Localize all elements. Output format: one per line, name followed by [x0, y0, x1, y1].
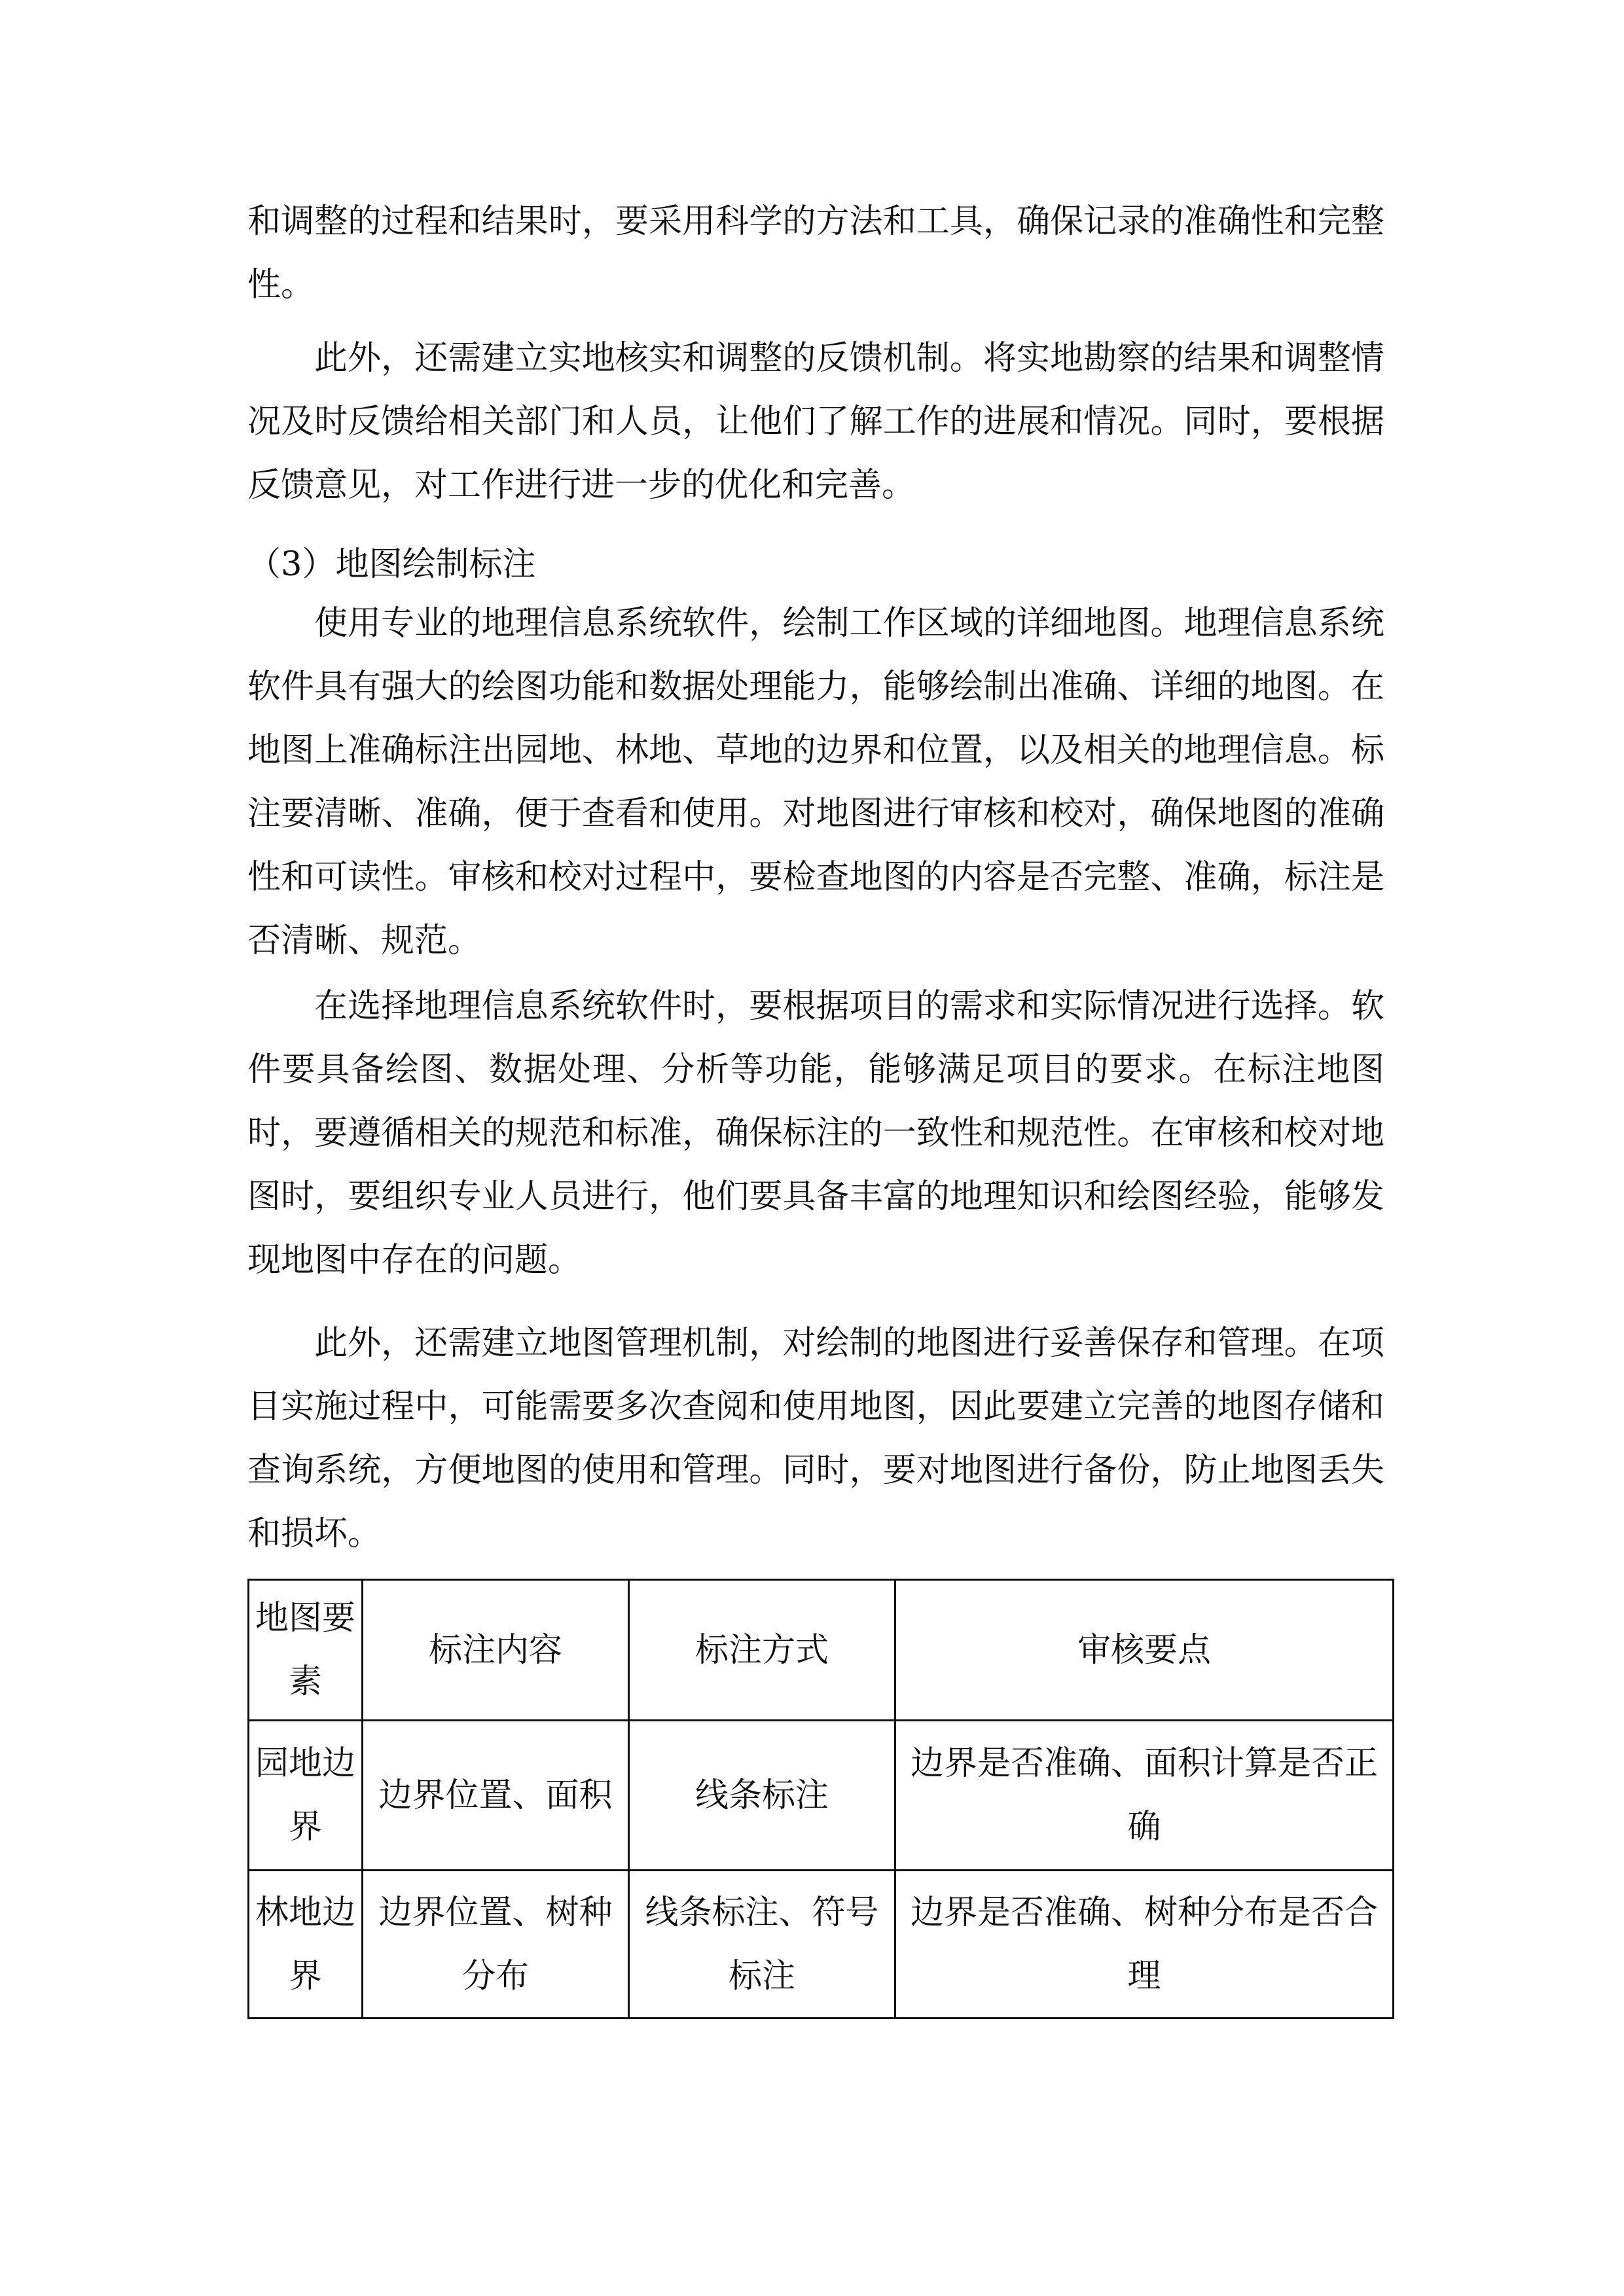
- table-cell: 园地边界: [249, 1721, 363, 1871]
- paragraph-continuation: 和调整的过程和结果时，要采用科学的方法和工具，确保记录的准确性和完整性。: [247, 202, 1384, 304]
- table-row: [249, 1871, 1394, 2018]
- table-cell: 边界是否准确、树种分布是否合理: [895, 1871, 1394, 2018]
- table-header-row: [249, 1580, 1394, 1721]
- paragraph-map-management: 此外，还需建立地图管理机制，对绘制的地图进行妥善保存和管理。在项目实施过程中，可能需要多次查阅和使用地图，因此要建立完善的地图存储和查询系统，方便地图的使用和管理。同时，要对地图进行备份，防止地图丢失和损坏。: [247, 1324, 1384, 1553]
- paragraph-software-selection: 在选择地理信息系统软件时，要根据项目的需求和实际情况进行选择。软件要具备绘图、数据处理、分析等功能，能够满足项目的要求。在标注地图时，要遵循相关的规范和标准，确保标注的一致性和规范性。在审核和校对地图时，要组织专业人员进行，他们要具备丰富的地理知识和绘图经验，能够发现地图中存在的问题。: [247, 987, 1384, 1280]
- table-row: [249, 1721, 1394, 1871]
- table-cell: 线条标注: [629, 1721, 895, 1871]
- paragraph-feedback: 此外，还需建立实地核实和调整的反馈机制。将实地勘察的结果和调整情况及时反馈给相关部门和人员，让他们了解工作的进展和情况。同时，要根据反馈意见，对工作进行进一步的优化和完善。: [247, 339, 1384, 505]
- table-cell: 林地边界: [249, 1871, 363, 2018]
- table-header-cell: 标注内容: [363, 1580, 629, 1721]
- table-header-cell: 标注方式: [629, 1580, 895, 1721]
- map-annotation-table: [247, 1579, 1394, 2019]
- table-header-cell: 审核要点: [895, 1580, 1394, 1721]
- section-heading: （3）地图绘制标注: [247, 545, 536, 584]
- table-cell: 边界是否准确、面积计算是否正确: [895, 1721, 1394, 1871]
- table-cell: 边界位置、树种分布: [363, 1871, 629, 2018]
- table-header-cell: 地图要素: [249, 1580, 363, 1721]
- table-cell: 线条标注、符号标注: [629, 1871, 895, 2018]
- paragraph-gis-mapping: 使用专业的地理信息系统软件，绘制工作区域的详细地图。地理信息系统软件具有强大的绘图功能和数据处理能力，能够绘制出准确、详细的地图。在地图上准确标注出园地、林地、草地的边界和位置，以及相关的地理信息。标注要清晰、准确，便于查看和使用。对地图进行审核和校对，确保地图的准确性和可读性。审核和校对过程中，要检查地图的内容是否完整、准确，标注是否清晰、规范。: [247, 604, 1384, 960]
- table-cell: 边界位置、面积: [363, 1721, 629, 1871]
